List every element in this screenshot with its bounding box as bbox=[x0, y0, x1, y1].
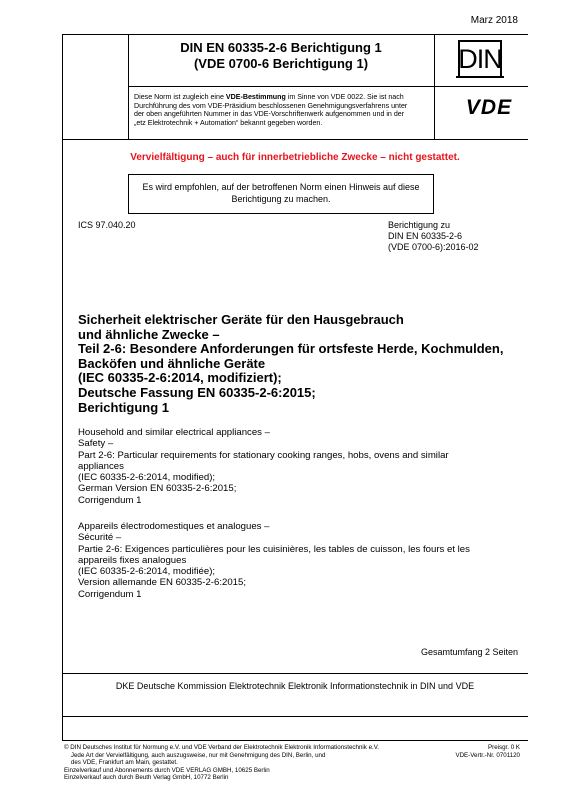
vde-statement-line2: Durchführung des vom VDE-Präsidium beschlossenen Genehmigungsverfahrens unter bbox=[134, 101, 408, 110]
copyright-footer bbox=[64, 744, 444, 782]
notice-line2: Berichtigung zu machen. bbox=[231, 194, 331, 204]
vde-statement-bold: VDE-Bestimmung bbox=[225, 93, 286, 101]
corrigendum-notice bbox=[128, 174, 434, 214]
title-de-line: Berichtigung 1 bbox=[78, 399, 170, 415]
total-pages: Gesamtumfang 2 Seiten bbox=[420, 647, 518, 657]
footer-line: Jede Art der Vervielfältigung, auch auszugsweise, nur mit Genehmigung des DIN, Berlin, und bbox=[64, 751, 326, 759]
document-number-line2: (VDE 0700-6 Berichtigung 1) bbox=[193, 56, 369, 71]
vde-statement bbox=[134, 93, 434, 127]
footer-line: Einzelverkauf auch durch Beuth Verlag GmbH, 10772 Berlin bbox=[64, 774, 229, 782]
price-group: Preisgr. 0 K bbox=[488, 744, 520, 751]
title-french bbox=[78, 521, 528, 600]
title-fr-line: Appareils électrodomestiques et analogues – bbox=[78, 521, 270, 532]
copy-warning: Vervielfältigung – auch für innerbetriebliche Zwecke – nicht gestattet. bbox=[130, 152, 460, 163]
notice-line1: Es wird empfohlen, auf der betroffenen Norm einen Hinweis auf diese bbox=[142, 182, 420, 192]
document-number-title bbox=[128, 36, 434, 84]
issue-date: Marz 2018 bbox=[470, 15, 518, 26]
title-fr-line: Version allemande EN 60335-2-6:2015; bbox=[78, 577, 247, 589]
title-de-line: Sicherheit elektrischer Geräte für den Hausgebrauch bbox=[78, 312, 404, 327]
title-fr-line: appareils fixes analogues bbox=[78, 554, 187, 566]
vde-statement-line4: „etz Elektrotechnik + Automation“ bekannt gegeben worden. bbox=[134, 118, 323, 127]
footer-line: © DIN Deutsches Institut für Normung e.V. und VDE Verband der Elektrotechnik Elektronik Informationstechnik e.V. bbox=[64, 744, 380, 751]
title-de-line: Backöfen und ähnliche Geräte bbox=[78, 355, 266, 371]
title-de-line: Deutsche Fassung EN 60335-2-6:2015; bbox=[78, 384, 316, 400]
vde-statement-line1 bbox=[134, 93, 434, 102]
header-bottom-rule bbox=[62, 139, 528, 140]
title-en-line: (IEC 60335-2-6:2014, modified); bbox=[78, 472, 216, 484]
dke-committee: DKE Deutsche Kommission Elektrotechnik Elektronik Informationstechnik in DIN und VDE bbox=[115, 681, 475, 691]
footer-line: Einzelverkauf und Abonnements durch VDE VERLAG GMBH, 10625 Berlin bbox=[64, 766, 270, 774]
title-german bbox=[78, 313, 528, 415]
vde-logo: VDE bbox=[465, 96, 513, 119]
title-en-line: Corrigendum 1 bbox=[78, 494, 142, 506]
title-en-line: Safety – bbox=[78, 438, 114, 450]
vde-statement-prefix: Diese Norm ist zugleich eine bbox=[134, 93, 226, 101]
din-logo-text: DIN bbox=[458, 44, 502, 74]
din-logo-underline bbox=[456, 76, 504, 78]
title-de-line: Teil 2-6: Besondere Anforderungen für ortsfeste Herde, Kochmulden, bbox=[78, 341, 504, 357]
vde-statement-suffix: im Sinne von VDE 0022. Sie ist nach bbox=[285, 93, 404, 101]
corrigendum-ref-line1: Berichtigung zu bbox=[388, 220, 451, 230]
document-number-line1: DIN EN 60335-2-6 Berichtigung 1 bbox=[180, 40, 382, 55]
title-en-line: Part 2-6: Particular requirements for stationary cooking ranges, hobs, ovens and similar bbox=[78, 449, 449, 461]
vde-statement-line3: der oben angeführten Nummer in das VDE-Vorschriftenwerk aufgenommen und in der bbox=[134, 110, 405, 119]
footer-top-rule bbox=[62, 740, 528, 741]
title-en-line: appliances bbox=[78, 460, 124, 472]
dke-bottom-rule bbox=[62, 716, 528, 717]
header-middle-rule bbox=[128, 86, 528, 87]
title-de-line: und ähnliche Zwecke – bbox=[78, 326, 220, 342]
title-de-line: (IEC 60335-2-6:2014, modifiziert); bbox=[78, 370, 282, 386]
dke-top-rule bbox=[62, 673, 528, 674]
top-rule bbox=[62, 34, 528, 35]
corrigendum-ref-line3: (VDE 0700-6):2016-02 bbox=[388, 242, 479, 252]
ics-code: ICS 97.040.20 bbox=[78, 220, 136, 230]
title-fr-line: (IEC 60335-2-6:2014, modifiée); bbox=[78, 566, 216, 578]
header-right-divider bbox=[434, 34, 435, 139]
footer-line: des VDE, Frankfurt am Main, gestattet. bbox=[64, 759, 178, 767]
corrigendum-reference bbox=[388, 220, 479, 253]
title-fr-line: Corrigendum 1 bbox=[78, 588, 142, 600]
price-footer bbox=[420, 744, 520, 759]
page-left-border bbox=[62, 34, 63, 740]
din-logo bbox=[458, 40, 502, 78]
title-fr-line: Sécurité – bbox=[78, 532, 122, 544]
corrigendum-ref-line2: DIN EN 60335-2-6 bbox=[388, 231, 463, 241]
title-en-line: German Version EN 60335-2-6:2015; bbox=[78, 483, 237, 495]
title-english bbox=[78, 427, 528, 506]
vde-contract-number: VDE-Vertr.-Nr. 0701120 bbox=[455, 751, 520, 759]
title-fr-line: Partie 2-6: Exigences particulières pour les cuisinières, les tables de cuisson, les fours et les bbox=[78, 543, 470, 555]
title-en-line: Household and similar electrical appliances – bbox=[78, 427, 270, 438]
